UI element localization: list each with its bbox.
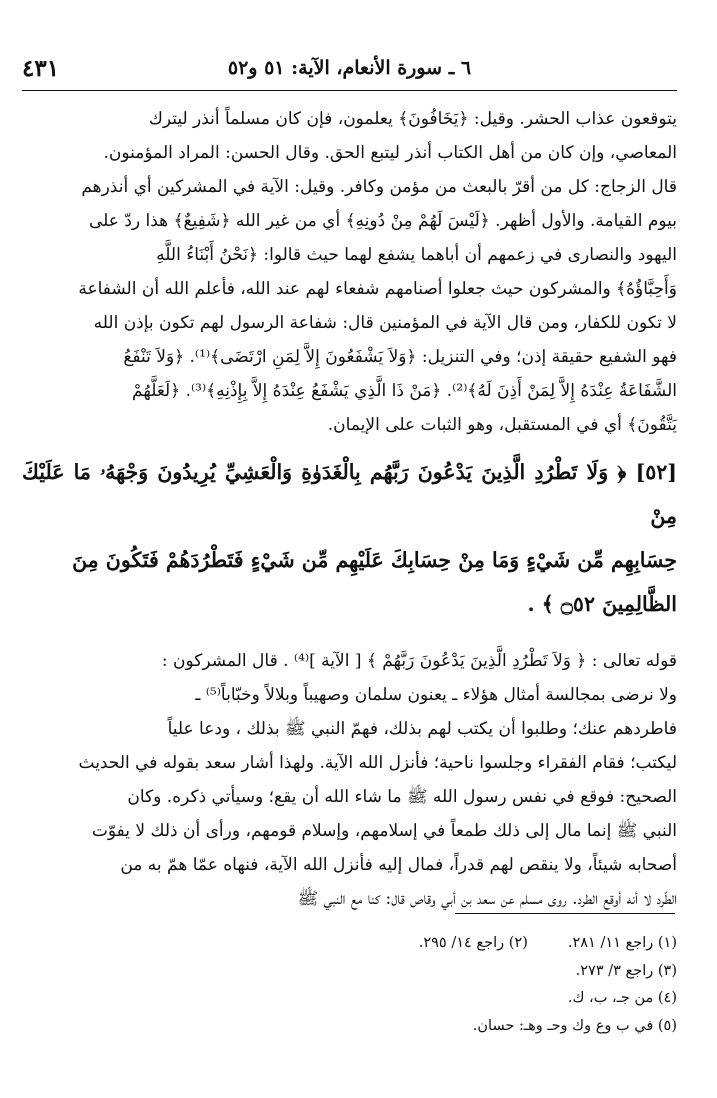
footnote-3: (٣) راجع ٣/ ٢٧٣. (575, 962, 677, 979)
text-line: يتوقعون عذاب الحشر. وقيل: ﴿يَخَافُونَ﴾ يعلمون، فإن كان مسلماً أنذر ليترك (148, 109, 677, 129)
text-line: ولا نرضى بمجالسة أمثال هؤلاء ـ يعنون سلمان وصهيباً وبلالاً وخبّاباً⁽⁵⁾ ـ (195, 685, 677, 705)
page-header (22, 55, 677, 87)
verse-line: حِسَابِهِم مِّن شَيْءٍ وَمَا مِنْ حِسَابِكَ عَلَيْهِم مِّن شَيْءٍ فَتَطْرُدَهُمْ فَتَكُونَ مِنَ (72, 548, 677, 572)
text-line: الطّرد لا أنه أوقع الطرد. روى مسلم عن سعد بن أبي وقاص قال: كنا مع النبي ﷺ (297, 889, 677, 909)
footnote-5: (٥) في ب وع وك وحـ وهـ: حسان. (472, 1017, 677, 1034)
text-line: فهو الشفيع حقيقة إذن؛ وفي التنزيل: ﴿وَلاَ يَشْفَعُونَ إِلاَّ لِمَنِ ارْتَضَى﴾⁽¹⁾. ﴿وَلاَ تَنْفَعُ (123, 347, 677, 367)
text-line: يَتَّقُونَ﴾ أي في المستقبل، وهو الثبات على الإيمان. (327, 415, 677, 435)
page-number: ٤٣١ (22, 55, 60, 82)
verse-number: [٥٢] (635, 460, 677, 484)
quran-verse-block (22, 450, 677, 626)
text-line: بيوم القيامة. والأول أظهر. ﴿لَيْسَ لَهُمْ مِنْ دُونِهِ﴾ أي من غير الله ﴿شَفِيعٌ﴾ هذا ردّ على (88, 211, 677, 231)
commentary-paragraph-2 (22, 644, 677, 916)
text-line: وَأَحِبَّاؤُهُ﴾ والمشركون حيث جعلوا أصنامهم شفعاء لهم عند الله، فأعلم الله أن الشفاعة (78, 279, 677, 299)
footnote-2: (٢) راجع ١٤/ ٢٩٥. (418, 935, 528, 951)
footnote-row (22, 930, 677, 958)
text-line: قال الزجاج: كل من أقرّ بالبعث من مؤمن وكافر. وقيل: الآية في المشركين أي أنذرهم (81, 177, 677, 197)
footnote-4: (٤) من جـ، ب، ك. (567, 990, 677, 1006)
commentary-paragraph-1 (22, 102, 677, 442)
verse-line: الظَّالِمِينَ ۝٥٢ ﴾ . (527, 592, 677, 616)
text-line: الشَّفَاعَةُ عِنْدَهُ إِلاَّ لِمَنْ أَذِنَ لَهُ﴾⁽²⁾. ﴿مَنْ ذَا الَّذِي يَشْفَعُ عِنْدَهُ إِلاَّ بِإِذْنِهِ﴾⁽³⁾. ﴿لَعَلَّهُمْ (132, 381, 677, 401)
footnote-divider (455, 913, 675, 914)
text-line: أصحابه شيئاً، ولا ينقص لهم قدراً، فمال إليه فأنزل الله الآية، فنهاه عمّا همّ به من (120, 855, 677, 875)
verse-line (22, 450, 677, 538)
text-line: الصحيح: فوقع في نفس رسول الله ﷺ ما شاء الله أن يقع؛ وسيأتي ذكره. وكان (127, 787, 677, 807)
footnote-1: (١) راجع ١١/ ٢٨١. (567, 935, 677, 951)
text-line: ليكتب؛ فقام الفقراء وجلسوا ناحية؛ فأنزل الله الآية. ولهذا أشار سعد بقوله في الحديث (78, 753, 677, 773)
surah-heading: ٦ ـ سورة الأنعام، الآية: ٥١ و٥٢ (227, 57, 472, 79)
page-body (22, 102, 677, 916)
text-line: قوله تعالى : ﴿ وَلاَ تَطْرُدِ الَّذِينَ يَدْعُونَ رَبَّهُمْ ﴾ [ الآية ]⁽⁴⁾ . قال المشركون : (161, 651, 677, 671)
text-line: النبي ﷺ إنما مال إلى ذلك طمعاً في إسلامهم، وإسلام قومهم، ورأى أن ذلك لا يفوّت (91, 821, 677, 841)
text-line: لا تكون للكفار، ومن قال الآية في المؤمنين قال: شفاعة الرسول لهم تكون بإذن الله (93, 313, 677, 333)
text-line: المعاصي، وإن كان من أهل الكتاب أنذر ليتبع الحق. وقال الحسن: المراد المؤمنون. (103, 143, 677, 163)
verse-text: ﴿ وَلَا تَطْرُدِ الَّذِينَ يَدْعُونَ رَبَّهُم بِالْغَدَوٰةِ وَالْعَشِيِّ يُرِيدُونَ وَجْهَهُۥ مَا عَلَيْكَ مِنْ (22, 460, 677, 528)
text-line: فاطردهم عنك؛ وطلبوا أن يكتب لهم بذلك، فهمّ النبي ﷺ بذلك ، ودعا علياً (167, 719, 677, 739)
text-line: اليهود والنصارى في زعمهم أن أباهما يشفع لهما حيث قالوا: ﴿نَحْنُ أَبْنَاءُ اللَّهِ (156, 245, 677, 265)
footnotes (22, 930, 677, 1040)
header-divider (22, 90, 677, 91)
